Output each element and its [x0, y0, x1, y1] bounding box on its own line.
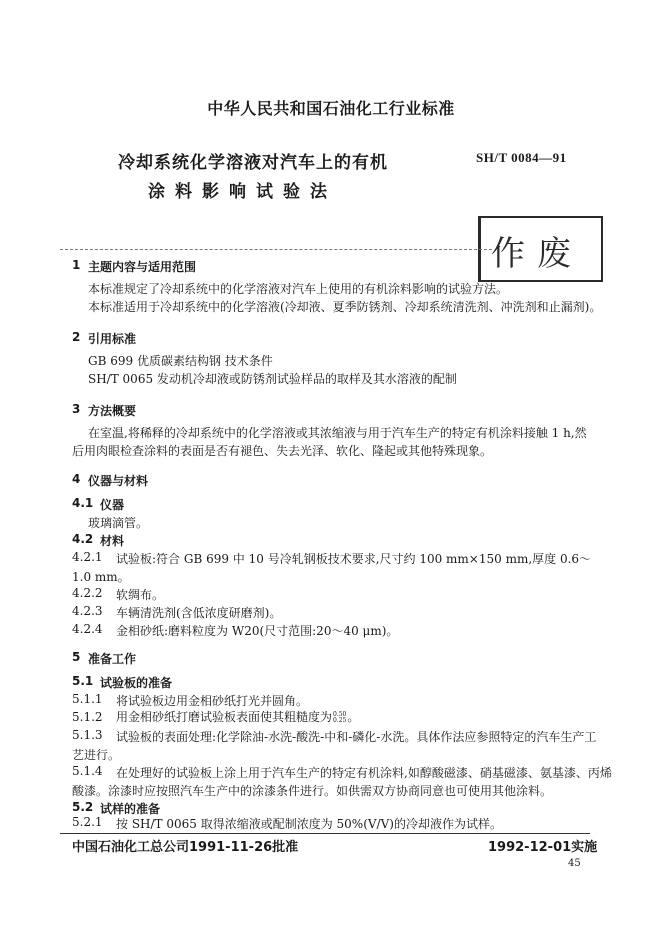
section-4-2-1-number: 4.2.1 — [72, 550, 103, 564]
document-title-line1: 冷却系统化学溶液对汽车上的有机 — [118, 153, 388, 173]
section-4-2-3-text: 车辆清洗剂(含低浓度研磨剂)。 — [116, 606, 282, 620]
effective-date: 1992-12-01实施 — [488, 840, 598, 855]
section-3-number: 3 — [72, 402, 81, 416]
section-5-1-1-number: 5.1.1 — [72, 692, 103, 706]
section-4-2-2-text: 软绸布。 — [116, 588, 165, 602]
page-number: 45 — [568, 858, 581, 869]
section-5-2-title: 试样的准备 — [100, 802, 161, 816]
section-1-para-2: 本标准适用于冷却系统中的化学溶液(冷却液、夏季防锈剂、冷却系统清洗剂、冲洗剂和止漏剂)。 — [88, 300, 602, 314]
section-3-title: 方法概要 — [88, 404, 137, 418]
section-5-1-number: 5.1 — [72, 674, 94, 688]
section-2-title: 引用标准 — [88, 332, 137, 346]
section-5-1-2-text — [116, 708, 359, 725]
section-4-2-3-number: 4.2.3 — [72, 604, 103, 618]
section-4-2-1-line2: 1.0 mm。 — [72, 570, 130, 584]
section-5-1-4-number: 5.1.4 — [72, 764, 103, 778]
reference-sht0065: SH/T 0065 发动机冷却液或防锈剂试验样品的取样及其水溶液的配制 — [88, 372, 457, 386]
section-3-para-line2: 后用肉眼检查涂料的表面是否有褪色、失去光泽、软化、隆起或其他特殊现象。 — [72, 444, 493, 458]
section-5-1-2-number: 5.1.2 — [72, 710, 103, 724]
section-5-1-4-line1: 在处理好的试验板上涂上用于汽车生产的特定有机涂料,如醇酸磁漆、硝基磁漆、氨基漆、丙烯 — [116, 766, 612, 780]
section-4-2-number: 4.2 — [72, 532, 94, 546]
section-5-2-number: 5.2 — [72, 800, 94, 814]
document-title-line2: 涂料影响试验法 — [148, 182, 337, 202]
issuing-organization: 中华人民共和国石油化工行业标准 — [207, 99, 455, 118]
section-4-1-text: 玻璃滴管。 — [88, 516, 149, 530]
section-5-1-3-line1: 试验板的表面处理:化学除油-水洗-酸洗-中和-磷化-水洗。具体作法应参照特定的汽车生产工 — [116, 730, 597, 744]
stamp-text: 作废 — [491, 234, 583, 274]
section-5-1-title: 试验板的准备 — [100, 676, 173, 690]
section-5-title: 准备工作 — [88, 652, 137, 666]
section-5-1-1-text: 将试验板边用金相砂纸打光并圆角。 — [116, 694, 309, 708]
footer-divider — [60, 833, 590, 834]
section-5-1-3-number: 5.1.3 — [72, 728, 103, 742]
section-4-2-title: 材料 — [100, 534, 125, 548]
section-4-number: 4 — [72, 472, 81, 486]
roughness-upper: 0.50 — [333, 710, 347, 718]
section-4-1-title: 仪器 — [100, 498, 125, 512]
section-5-1-2-suffix: 。 — [347, 710, 360, 724]
approval-line: 中国石油化工总公司1991-11-26批准 — [72, 840, 299, 855]
section-4-2-2-number: 4.2.2 — [72, 586, 103, 600]
section-5-2-1-text: 按 SH/T 0065 取得浓缩液或配制浓度为 50%(V/V)的冷却液作为试样。 — [116, 817, 502, 831]
section-1-number: 1 — [72, 258, 81, 272]
reference-gb699: GB 699 优质碳素结构钢 技术条件 — [88, 354, 273, 368]
section-2-number: 2 — [72, 330, 81, 344]
section-5-1-3-line2: 艺进行。 — [72, 748, 121, 762]
section-5-1-2-body: 用金相砂纸打磨试验板表面使其粗糙度为 — [116, 710, 333, 724]
obsolete-stamp — [478, 216, 603, 282]
section-1-para-1: 本标准规定了冷却系统中的化学溶液对汽车上使用的有机涂料影响的试验方法。 — [88, 282, 509, 296]
section-5-number: 5 — [72, 650, 81, 664]
header-divider — [60, 249, 492, 250]
section-4-2-4-text: 金相砂纸:磨料粒度为 W20(尺寸范围:20～40 μm)。 — [116, 624, 399, 638]
section-4-1-number: 4.1 — [72, 496, 94, 510]
section-4-title: 仪器与材料 — [88, 474, 149, 488]
section-4-2-1-line1: 试验板:符合 GB 699 中 10 号冷轧钢板技术要求,尺寸约 100 mm×150 mm,厚度 0.6～ — [116, 552, 592, 566]
roughness-fraction — [333, 712, 346, 724]
section-4-2-4-number: 4.2.4 — [72, 622, 103, 636]
standard-code: SH/T 0084—91 — [476, 150, 567, 165]
section-5-1-4-line2: 酸漆。涂漆时应按照汽车生产中的涂漆条件进行。如供需双方协商同意也可使用其他涂料。 — [72, 784, 553, 798]
section-5-2-1-number: 5.2.1 — [72, 815, 103, 829]
section-3-para-line1: 在室温,将稀释的冷却系统中的化学溶液或其浓缩液与用于汽车生产的特定有机涂料接触 1 h,然 — [88, 426, 587, 440]
section-1-title: 主题内容与适用范围 — [88, 260, 197, 274]
roughness-lower: 0.25 — [333, 716, 347, 724]
